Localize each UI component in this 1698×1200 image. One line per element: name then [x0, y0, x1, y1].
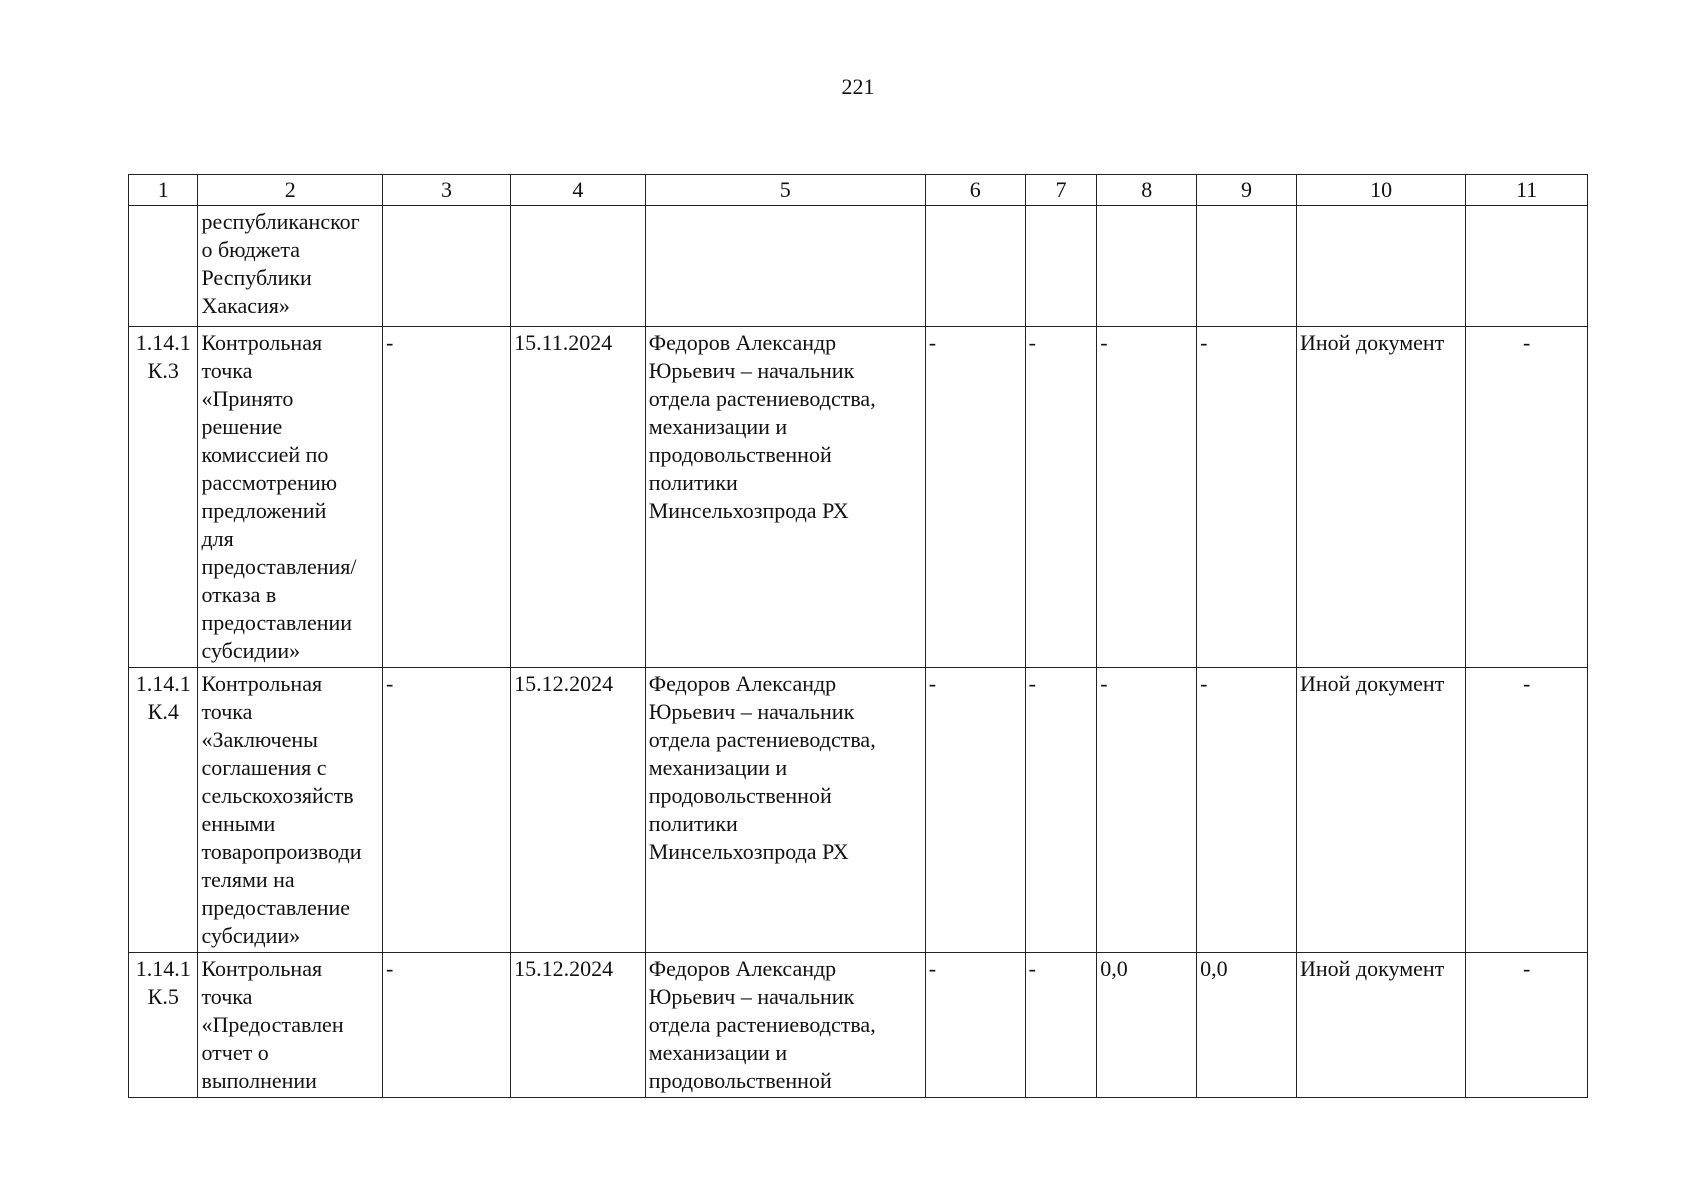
- column-header: 10: [1296, 175, 1465, 206]
- cell-col9: -: [1197, 327, 1297, 668]
- column-header: 4: [511, 175, 646, 206]
- cell-col3: -: [383, 953, 511, 1098]
- row-number-cell: 1.14.1 К.4: [129, 668, 198, 953]
- cell-col11: -: [1466, 668, 1588, 953]
- cell-col8: -: [1097, 668, 1197, 953]
- table-row: [129, 327, 1588, 668]
- row-name-cell: Контрольная точка «Принято решение комиссией по рассмотрению предложений для предоставления/ отказа в предоставлении субсидии»: [198, 327, 383, 668]
- row-responsible-cell: Федоров Александр Юрьевич – начальник отдела растениеводства, механизации и продовольственной: [645, 953, 925, 1098]
- row-responsible-cell: Федоров Александр Юрьевич – начальник отдела растениеводства, механизации и продовольственной политики Минсельхозпрода РХ: [645, 327, 925, 668]
- row-name-cell: Контрольная точка «Заключены соглашения с сельскохозяйств енными товаропроизводи телями на предоставление субсидии»: [198, 668, 383, 953]
- page-number: 221: [841, 74, 875, 99]
- cell-col3: -: [383, 668, 511, 953]
- column-header: 8: [1097, 175, 1197, 206]
- row-doc-type-cell: Иной документ: [1296, 668, 1465, 953]
- cell-col9: -: [1197, 668, 1297, 953]
- column-header: 9: [1197, 175, 1297, 206]
- row-date-cell: 15.11.2024: [511, 327, 646, 668]
- column-header: 7: [1025, 175, 1097, 206]
- row-number-cell: 1.14.1 К.5: [129, 953, 198, 1098]
- row-date-cell: 15.12.2024: [511, 668, 646, 953]
- cell-col8: -: [1097, 327, 1197, 668]
- cell-col11: [1466, 206, 1588, 327]
- cell-col7: -: [1025, 668, 1097, 953]
- cell-col11: -: [1466, 327, 1588, 668]
- table-header-row: [129, 175, 1588, 206]
- cell-col11: -: [1466, 953, 1588, 1098]
- control-points-table: [128, 174, 1588, 1098]
- row-number-cell: [129, 206, 198, 327]
- column-header: 5: [645, 175, 925, 206]
- table-row: [129, 668, 1588, 953]
- row-responsible-cell: [645, 206, 925, 327]
- row-doc-type-cell: Иной документ: [1296, 953, 1465, 1098]
- cell-col6: -: [925, 327, 1025, 668]
- column-header: 11: [1466, 175, 1588, 206]
- row-name-cell: республиканског о бюджета Республики Хакасия»: [198, 206, 383, 327]
- column-header: 6: [925, 175, 1025, 206]
- cell-col7: -: [1025, 327, 1097, 668]
- cell-col3: [383, 206, 511, 327]
- cell-col6: [925, 206, 1025, 327]
- cell-col9: 0,0: [1197, 953, 1297, 1098]
- row-date-cell: 15.12.2024: [511, 953, 646, 1098]
- row-date-cell: [511, 206, 646, 327]
- cell-col7: [1025, 206, 1097, 327]
- row-number-cell: 1.14.1 К.3: [129, 327, 198, 668]
- column-header: 1: [129, 175, 198, 206]
- cell-col3: -: [383, 327, 511, 668]
- cell-col8: 0,0: [1097, 953, 1197, 1098]
- column-header: 3: [383, 175, 511, 206]
- table-row: [129, 206, 1588, 327]
- table-row: [129, 953, 1588, 1098]
- column-header: 2: [198, 175, 383, 206]
- cell-col9: [1197, 206, 1297, 327]
- row-name-cell: Контрольная точка «Предоставлен отчет о выполнении: [198, 953, 383, 1098]
- cell-col8: [1097, 206, 1197, 327]
- row-doc-type-cell: [1296, 206, 1465, 327]
- row-doc-type-cell: Иной документ: [1296, 327, 1465, 668]
- row-responsible-cell: Федоров Александр Юрьевич – начальник отдела растениеводства, механизации и продовольственной политики Минсельхозпрода РХ: [645, 668, 925, 953]
- cell-col6: -: [925, 668, 1025, 953]
- cell-col7: -: [1025, 953, 1097, 1098]
- cell-col6: -: [925, 953, 1025, 1098]
